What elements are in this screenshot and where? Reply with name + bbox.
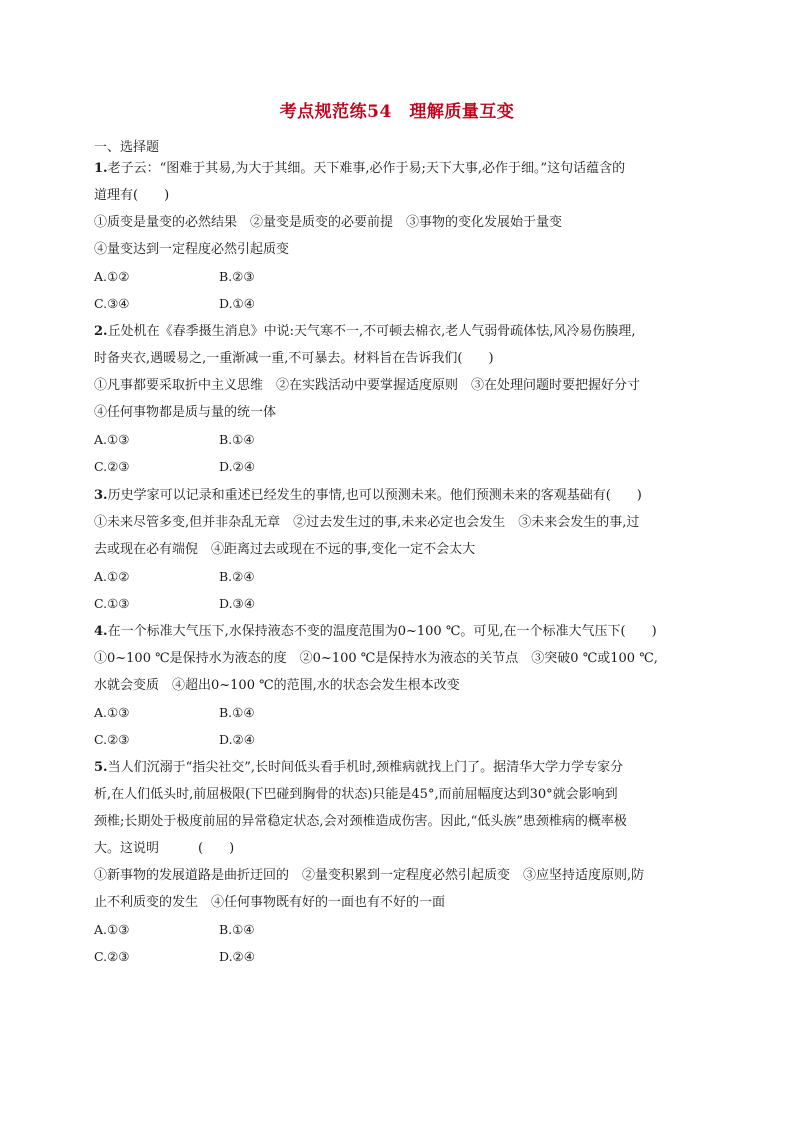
choice-b[interactable]: B.①④	[219, 922, 255, 937]
question-stem	[94, 482, 714, 509]
answer-choices	[94, 916, 714, 970]
choice-c[interactable]: C.②③	[94, 732, 130, 747]
choice-c[interactable]: C.②③	[94, 949, 130, 964]
statement-line: ①未来尽管多变,但并非杂乱无章 ②过去发生过的事,未来必定也会发生 ③未来会发生的事,过	[94, 515, 640, 530]
statement-line: ①新事物的发展道路是曲折迂回的 ②量变积累到一定程度必然引起质变 ③应坚持适度原则,防	[94, 868, 645, 883]
statement-line: 水就会变质 ④超出0~100 ℃的范围,水的状态会发生根本改变	[94, 678, 460, 693]
question-stem	[94, 155, 714, 182]
statement-line: ①质变是量变的必然结果 ②量变是质变的必要前提 ③事物的变化发展始于量变	[94, 215, 563, 230]
question-number: 2.	[94, 324, 108, 339]
choice-d[interactable]: D.②④	[219, 732, 255, 747]
choice-b[interactable]: B.②④	[219, 569, 255, 584]
question-3	[94, 482, 714, 617]
choice-b[interactable]: B.①④	[219, 705, 255, 720]
statement-line: 止不利质变的发生 ④任何事物既有好的一面也有不好的一面	[94, 895, 446, 910]
answer-choices	[94, 426, 714, 480]
stem-line: 时备夹衣,遇暖易之,一重渐减一重,不可暴去。材料旨在告诉我们( )	[94, 351, 494, 366]
question-5	[94, 754, 714, 970]
stem-line: 在一个标准大气压下,水保持液态不变的温度范围为0~100 ℃。可见,在一个标准大气压下( )	[107, 624, 657, 639]
choice-b[interactable]: B.①④	[219, 432, 255, 447]
stem-line: 析,在人们低头时,前屈极限(下巴碰到胸骨的状态)只能是45°,而前屈幅度达到30°就会影响到	[94, 787, 618, 802]
answer-choices	[94, 263, 714, 317]
question-stem	[94, 618, 714, 645]
choice-a[interactable]: A.①②	[94, 269, 130, 284]
statement-line: ①0~100 ℃是保持水为液态的度 ②0~100 ℃是保持水为液态的关节点 ③突破0 ℃或100 ℃,	[94, 651, 658, 666]
choice-a[interactable]: A.①③	[94, 432, 130, 447]
stem-line: 丘处机在《春季摄生消息》中说:天气寒不一,不可顿去棉衣,老人气弱骨疏体怯,风冷易伤腠理,	[107, 324, 636, 339]
question-number: 4.	[94, 624, 108, 639]
choice-c[interactable]: C.①③	[94, 596, 130, 611]
stem-line: 当人们沉溺于“指尖社交”,长时间低头看手机时,颈椎病就找上门了。据清华大学力学专家分	[107, 760, 624, 775]
question-4	[94, 618, 714, 753]
stem-line: 老子云：“图难于其易,为大于其细。天下难事,必作于易;天下大事,必作于细。”这句话蕴含的	[107, 161, 626, 176]
section-heading: 一、选择题	[94, 140, 160, 155]
question-2	[94, 318, 714, 480]
stem-line: 颈椎;长期处于极度前屈的异常稳定状态,会对颈椎造成伤害。因此,“低头族”患颈椎病的概率极	[94, 814, 627, 829]
choice-b[interactable]: B.②③	[219, 269, 255, 284]
stem-line: 道理有( )	[94, 188, 170, 203]
statement-line: 去或现在必有端倪 ④距离过去或现在不远的事,变化一定不会太大	[94, 542, 476, 557]
answer-choices	[94, 563, 714, 617]
choice-d[interactable]: D.③④	[219, 596, 255, 611]
question-number: 3.	[94, 488, 108, 503]
question-number: 5.	[94, 760, 108, 775]
page-title: 考点规范练54 理解质量互变	[279, 102, 515, 122]
question-stem	[94, 318, 714, 345]
answer-choices	[94, 699, 714, 753]
question-stem	[94, 754, 714, 781]
choice-a[interactable]: A.①③	[94, 705, 130, 720]
question-number: 1.	[94, 161, 108, 176]
statement-line: ④任何事物都是质与量的统一体	[94, 405, 277, 420]
question-1	[94, 155, 714, 317]
stem-line: 历史学家可以记录和重述已经发生的事情,也可以预测未来。他们预测未来的客观基础有( )	[107, 488, 642, 503]
choice-d[interactable]: D.②④	[219, 949, 255, 964]
statement-line: ④量变达到一定程度必然引起质变	[94, 242, 290, 257]
statement-line: ①凡事都要采取折中主义思维 ②在实践活动中要掌握适度原则 ③在处理问题时要把握好分寸	[94, 378, 641, 393]
choice-a[interactable]: A.①②	[94, 569, 130, 584]
choice-d[interactable]: D.②④	[219, 459, 255, 474]
choice-c[interactable]: C.②③	[94, 459, 130, 474]
choice-d[interactable]: D.①④	[219, 296, 255, 311]
choice-a[interactable]: A.①③	[94, 922, 130, 937]
choice-c[interactable]: C.③④	[94, 296, 130, 311]
stem-line: 大。这说明 ( )	[94, 841, 235, 856]
